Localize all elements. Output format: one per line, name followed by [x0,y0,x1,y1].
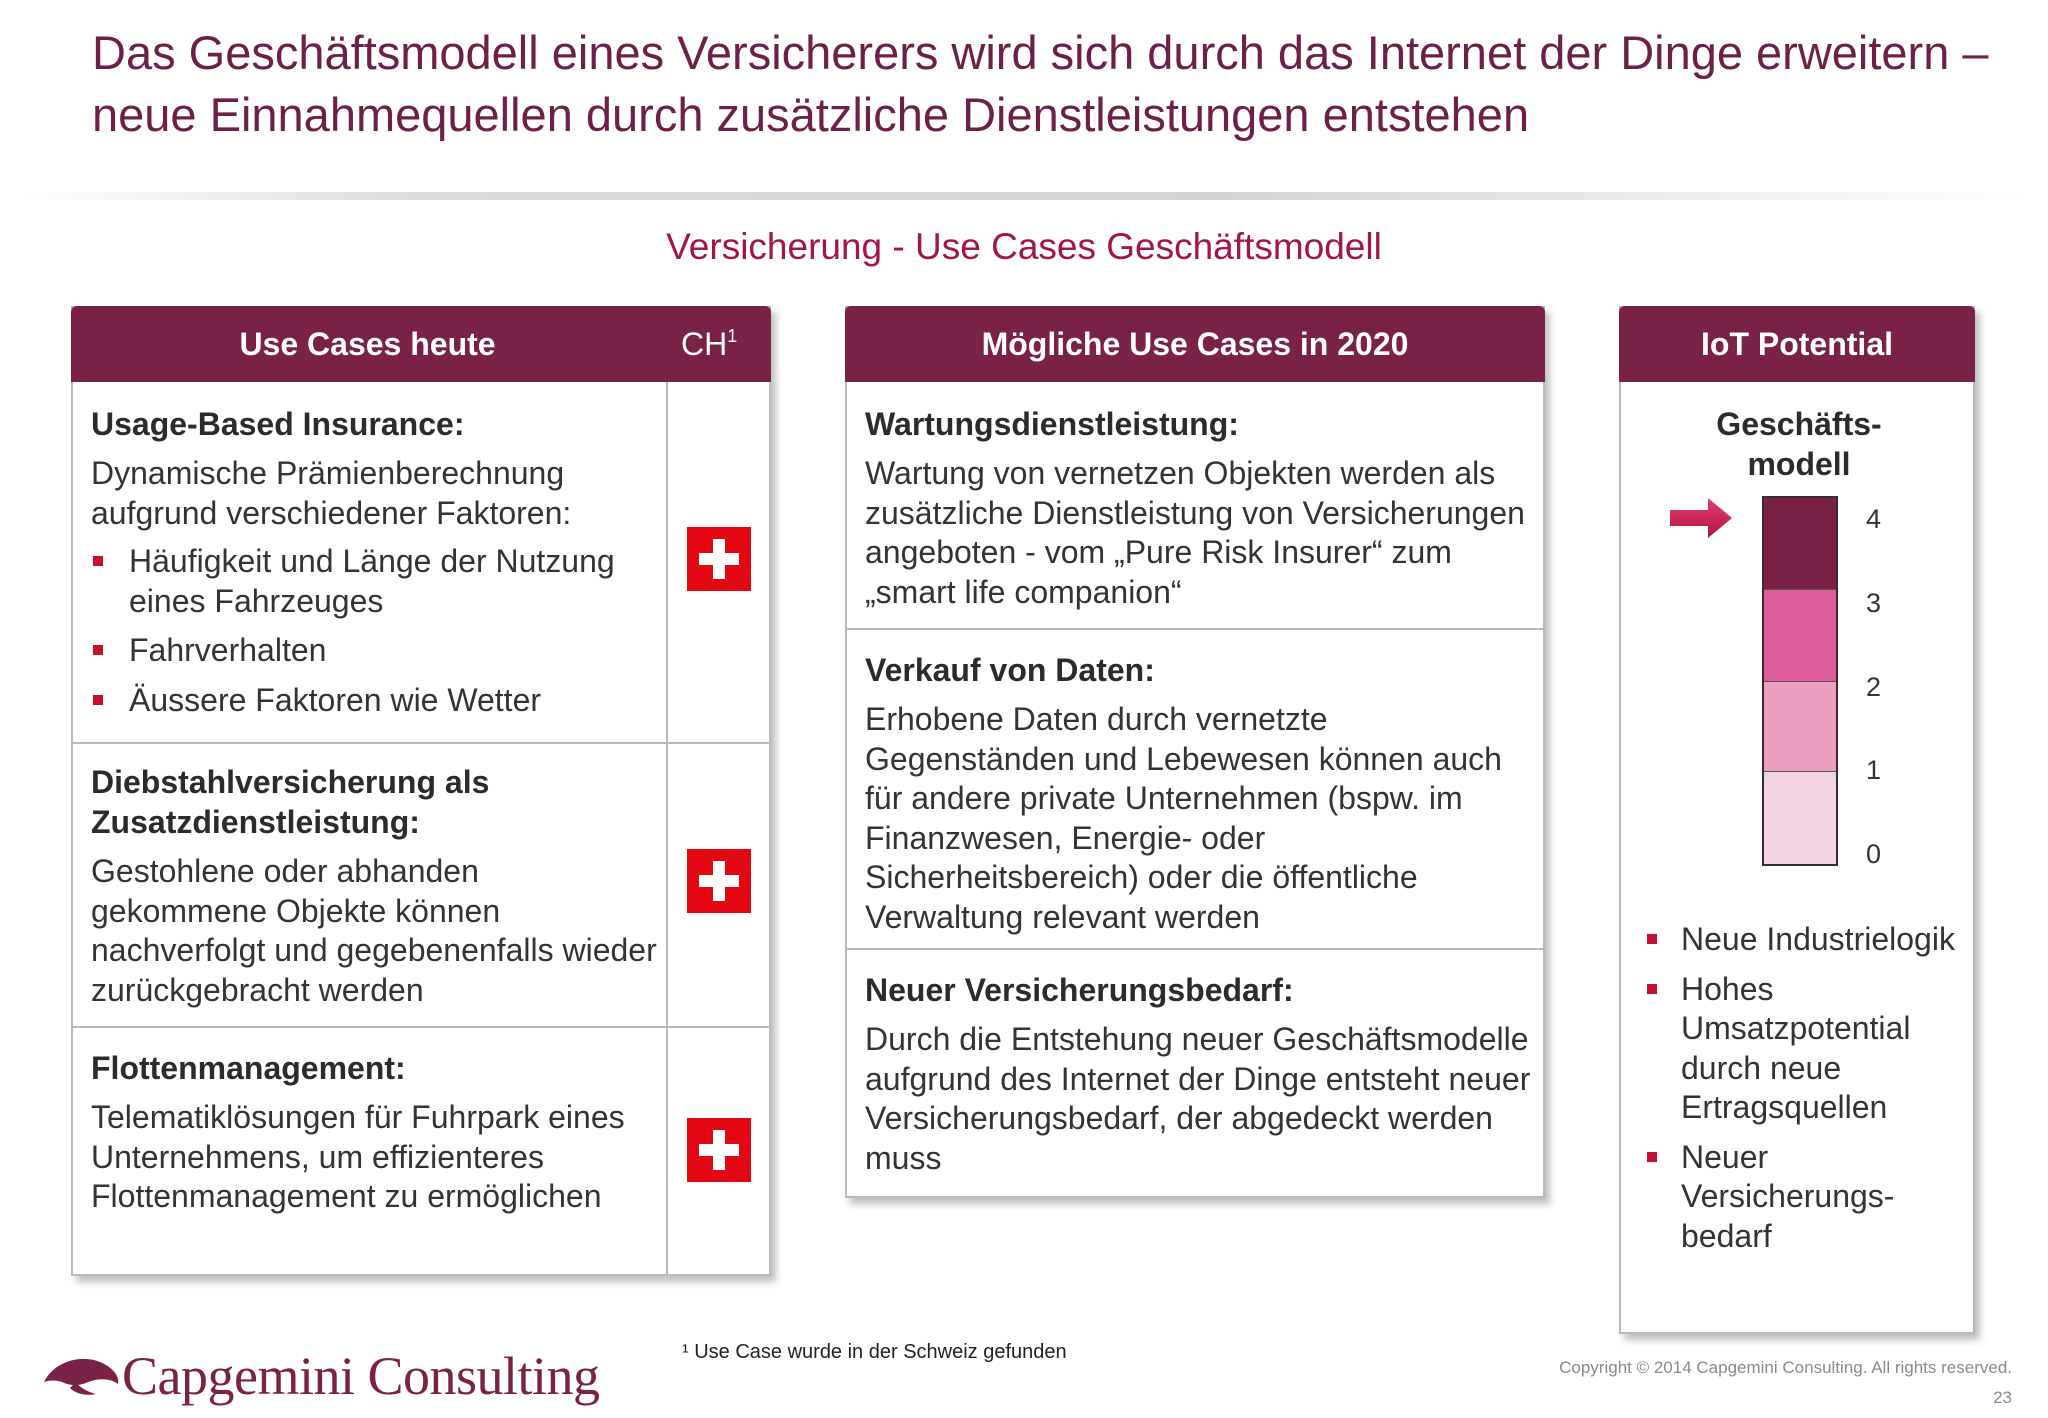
bullet-item: Fahrverhalten [91,631,661,671]
use-case-title: Verkauf von Daten: [865,652,1155,688]
scale-level-3 [1764,590,1836,682]
ch-label: CH [681,325,728,362]
use-case-maintenance-service [865,404,1535,612]
copyright-notice: Copyright © 2014 Capgemini Consulting. All rights reserved. [1559,1358,2012,1377]
use-case-text: Wartung von vernetzen Objekten werden als zusätzliche Dienstleistung von Versicherungen angeboten - vom „Pure Risk Insurer“ zum „smart life companion“ [865,455,1525,610]
row-divider [73,1026,769,1028]
column-divider [666,382,668,1276]
use-case-new-insurance-demand [865,970,1535,1178]
use-case-text: Gestohlene oder abhanden gekommene Objekte können nachverfolgt und gegebenenfalls wieder zurückgebracht werden [91,853,657,1008]
page-title: Das Geschäftsmodell eines Versicherers wird sich durch das Internet der Dinge erweitern – neue Einnahmequellen durch zusätzliche Dienstleistungen entstehen [92,26,1989,141]
use-case-text: Durch die Entstehung neuer Geschäftsmodelle aufgrund des Internet der Dinge entsteht neuer Versicherungsbedarf, der abgedeckt werden muss [865,1021,1531,1176]
scale-tick-label: 2 [1866,672,1882,702]
swiss-flag-icon [687,1118,751,1182]
scale-tick-label: 3 [1866,588,1882,618]
swiss-flag-icon [687,527,751,591]
bullet-item: Neue Industrielogik [1645,920,1965,960]
use-case-text: Dynamische Prämienberechnung aufgrund verschiedener Faktoren: [91,455,572,531]
page-number: 23 [1993,1388,2012,1407]
row-divider [847,948,1543,950]
bullet-item: Äussere Faktoren wie Wetter [91,681,661,721]
use-case-usage-based-insurance [91,404,661,730]
use-case-title: Wartungsdienstleistung: [865,406,1239,442]
bullet-item: Häufigkeit und Länge der Nutzung eines Fahrzeuges [91,542,661,621]
iot-potential-panel [1619,306,1975,1334]
use-case-theft-insurance [91,762,661,1010]
use-cases-2020-header: Mögliche Use Cases in 2020 [845,306,1545,382]
potential-bullets [1645,920,1965,1266]
bullet-item: Neuer Versicherungs-bedarf [1645,1138,1965,1257]
section-subtitle: Versicherung - Use Cases Geschäftsmodell [666,226,1382,267]
use-case-text: Telematiklösungen für Fuhrpark eines Unternehmens, um effizienteres Flottenmanagement zu ermöglichen [91,1099,625,1214]
label-line: Geschäfts- [1716,406,1882,442]
use-cases-today-title: Use Cases heute [239,325,496,362]
capgemini-logo [40,1346,600,1406]
row-divider [73,742,769,744]
bullet-item: Hohes Umsatzpotential durch neue Ertragsquellen [1645,970,1965,1128]
business-model-label [1621,404,1977,484]
use-case-title: Flottenmanagement: [91,1050,406,1086]
scale-level-1 [1764,772,1836,864]
use-case-text: Erhobene Daten durch vernetzte Gegenständen und Lebewesen können auch für andere private Unternehmen (bspw. im Finanzwesen, Energie- oder Sicherheitsbereich) oder die öffentliche Verwaltung relevant werden [865,701,1502,935]
ch-column-header [681,306,737,382]
use-case-fleet-management [91,1048,661,1217]
scale-tick-label: 4 [1866,504,1882,534]
row-divider [847,628,1543,630]
iot-potential-header: IoT Potential [1619,306,1975,382]
label-line: modell [1747,446,1851,482]
scale-level-4 [1764,498,1836,590]
use-case-title: Usage-Based Insurance: [91,406,465,442]
use-case-title: Diebstahlversicherung als Zusatzdienstleistung: [91,764,490,840]
use-case-data-sales [865,650,1535,937]
title-divider [20,192,2030,200]
footnote: ¹ Use Case wurde in der Schweiz gefunden [682,1341,1067,1363]
use-case-title: Neuer Versicherungsbedarf: [865,972,1294,1008]
ch-footnote-mark: 1 [727,325,738,346]
use-cases-today-header [71,306,771,382]
spade-icon [40,1352,122,1400]
rating-arrow-icon [1670,498,1732,538]
scale-tick-label: 0 [1866,839,1882,869]
use-case-bullets [91,542,661,720]
scale-level-2 [1764,682,1836,772]
swiss-flag-icon [687,849,751,913]
potential-scale [1762,496,1838,866]
scale-tick-label: 1 [1866,755,1882,785]
brand-name: Capgemini Consulting [122,1346,600,1406]
use-cases-2020-panel [845,306,1545,1198]
use-cases-today-panel [71,306,771,1276]
